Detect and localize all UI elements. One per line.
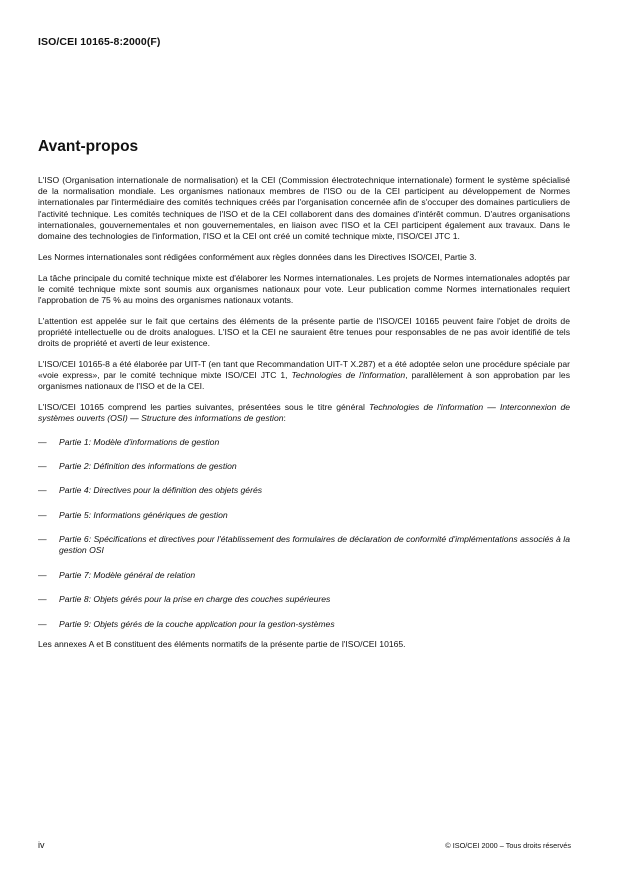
list-item-part-4: — Partie 4: Directives pour la définition des objets gérés (38, 485, 263, 496)
list-item-part-8: — Partie 8: Objets gérés pour la prise en charge des couches supérieures (38, 594, 331, 605)
copyright-notice: © ISO/CEI 2000 – Tous droits réservés (445, 841, 571, 850)
paragraph-annexes: Les annexes A et B constituent des éléments normatifs de la présente partie de l'ISO/CEI 10165. (38, 639, 406, 650)
em-dash-bullet: — (38, 618, 47, 629)
em-dash-bullet: — (38, 509, 47, 520)
em-dash-bullet: — (38, 436, 47, 447)
paragraph-parts-intro: L'ISO/CEI 10165 comprend les parties suivantes, présentées sous le titre général Technologies de l'information — Interconnexion de systèmes ouverts (OSI) — Structure des informations de gestion: (38, 402, 571, 424)
paragraph-drafting-rules: Les Normes internationales sont rédigées conformément aux règles données dans les Directives ISO/CEI, Partie 3. (38, 251, 477, 262)
list-item-part-2: — Partie 2: Définition des informations de gestion (38, 461, 237, 472)
paragraph-patent-rights: L'attention est appelée sur le fait que certains des éléments de la présente partie de l'ISO/CEI 10165 peuvent faire l'objet de droits de propriété intellectuelle ou de droits analogues. L'ISO et la CEI ne sauraient être tenues pour responsables de ne pas avoir identifié de tels droits de propriété et averti de leur existence. (38, 315, 570, 349)
list-item-part-7: — Partie 7: Modèle général de relation (38, 569, 196, 580)
list-item-part-1: — Partie 1: Modèle d'informations de gestion (38, 436, 220, 447)
paragraph-preparation: L'ISO/CEI 10165-8 a été élaborée par UIT-T (en tant que Recommandation UIT-T X.287) et a été adoptée selon une procédure spéciale par «voie express», par le comité technique mixte ISO/CEI JTC 1, Technologies de l'information, parallèlement à son approbation par les organismes nationaux de l'ISO et de la CEI. (38, 359, 570, 392)
list-item-part-5: — Partie 5: Informations génériques de gestion (38, 509, 228, 520)
list-item-part-6: — Partie 6: Spécifications et directives pour l'établissement des formulaires de déclaration de conformité d'implémentations associés à la gestion OSI (38, 534, 570, 556)
em-dash-bullet: — (38, 461, 47, 472)
document-id-header: ISO/CEI 10165-8:2000(F) (38, 36, 161, 48)
foreword-body (38, 175, 570, 660)
em-dash-bullet: — (38, 569, 47, 580)
paragraph-joint-committee-task: La tâche principale du comité technique mixte est d'élaborer les Normes internationales. Les projets de Normes internationales adoptés par le comité technique mixte sont soumis aux organismes nationaux pour vote. Leur publication comme Normes internationales requiert l'approbation de 75 % au moins des organismes nationaux votants. (38, 272, 570, 306)
em-dash-bullet: — (38, 485, 47, 496)
section-title: Avant-propos (38, 138, 139, 155)
em-dash-bullet: — (38, 594, 47, 605)
list-item-part-9: — Partie 9: Objets gérés de la couche application pour la gestion-systèmes (38, 618, 335, 629)
em-dash-bullet: — (38, 534, 47, 545)
page-number: iv (38, 840, 45, 850)
paragraph-iso-cei-intro: L'ISO (Organisation internationale de normalisation) et la CEI (Commission électrotechnique internationale) forment le système spécialisé de la normalisation mondiale. Les organismes nationaux membres de l'ISO ou de la CEI participent au développement de Normes internationales par l'intermédiaire des comités techniques créés par l'organisation concernée afin de s'occuper des domaines particuliers de l'activité technique. Les comités techniques de l'ISO et de la CEI collaborent dans des domaines d'intérêt commun. D'autres organisations internationales, gouvernementales et non gouvernementales, en liaison avec l'ISO et la CEI participent également aux travaux. Dans le domaine des technologies de l'information, l'ISO et la CEI ont créé un comité technique mixte, l'ISO/CEI JTC 1. (38, 175, 570, 242)
